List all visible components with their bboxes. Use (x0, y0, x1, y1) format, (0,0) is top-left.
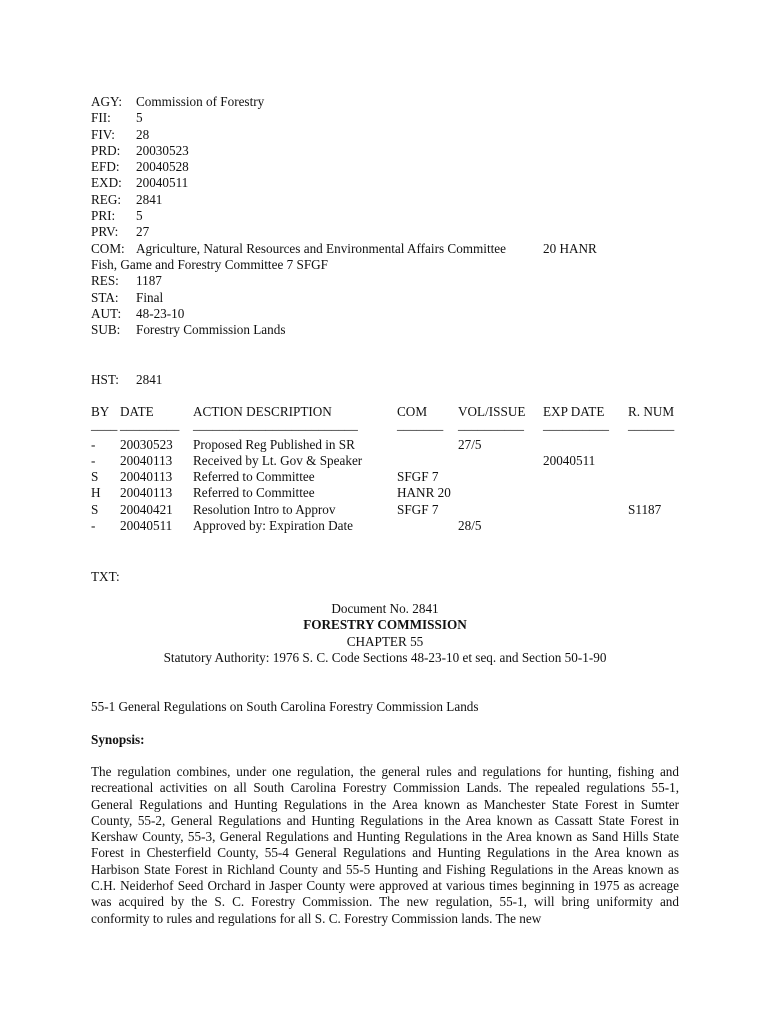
table-row: - 20030523 Proposed Reg Published in SR 27/5 (91, 436, 482, 452)
field-pri: PRI: 5 (91, 208, 143, 224)
history-table (91, 404, 691, 534)
col-header-vol: VOL/ISSUE (458, 404, 526, 419)
field-com-code: 20 HANR (543, 240, 597, 256)
col-header-by: BY (91, 404, 110, 419)
col-header-exp: EXP DATE (543, 404, 605, 419)
table-row: S 20040421 Resolution Intro to Approv SFGF 7 S1187 (91, 501, 662, 517)
field-res: RES: 1187 (91, 273, 162, 289)
col-header-action: ACTION DESCRIPTION (193, 404, 332, 419)
field-efd: EFD: 20040528 (91, 159, 189, 175)
field-prv: PRV: 27 (91, 224, 150, 240)
txt-label: TXT: (91, 569, 120, 584)
field-reg: REG: 2841 (91, 191, 163, 207)
agency-title: FORESTRY COMMISSION (303, 617, 467, 633)
field-agy: AGY: Commission of Forestry (91, 94, 265, 109)
synopsis-label: Synopsis: (91, 732, 145, 747)
table-row: S 20040113 Referred to Committee SFGF 7 (91, 469, 439, 485)
field-prd: PRD: 20030523 (91, 142, 189, 158)
chapter-title: CHAPTER 55 (346, 633, 424, 649)
field-sub: SUB: Forestry Commission Lands (91, 322, 286, 338)
field-exd: EXD: 20040511 (91, 175, 189, 191)
section-title: 55-1 General Regulations on South Carolina Forestry Commission Lands (91, 699, 479, 714)
table-row: - 20040511 Approved by: Expiration Date 28/5 (91, 518, 482, 534)
document-heading (0, 601, 770, 666)
field-fiv: FIV: 28 (91, 126, 150, 142)
field-com: COM: Agriculture, Natural Resources and Environmental Affairs Committee 20 HANR (91, 240, 597, 256)
table-row: H 20040113 Referred to Committee HANR 20 (91, 485, 451, 501)
field-com-continued: Fish, Game and Forestry Committee 7 SFGF (91, 256, 329, 272)
synopsis-paragraph: The regulation combines, under one regulation, the general rules and regulations for hunting, fishing and recreational activities on all South Carolina Forestry Commission Lands. The repealed regulations 55-1, General Regulations and Hunting Regulations in the Area known as Manchester State Forest in Sumter County, 55-2, General Regulations and Hunting Regulations in the Area known as Cassatt State Forest in Kershaw County, 55-3, General Regulations and Hunting Regulations in the Area known as Sand Hills State Forest in Chesterfield County, 55-4 General Regulations and Hunting Regulations in the Area known as Harbison State Forest in Richland County and 55-5 Hunting and Fishing Regulations in the Areas known as C.H. Neiderhof Seed Orchard in Jasper County were approved at various times beginning in 1975 as acreage was acquired by the S. C. Forestry Commission. The new regulation, 55-1, will bring uniformity and conformity to rules and regulations for all S. C. Forestry Commission lands. The new (91, 764, 679, 926)
col-header-com: COM (397, 404, 428, 419)
field-hst: HST: 2841 (91, 372, 163, 387)
col-header-date: DATE (120, 404, 154, 419)
header-fields (91, 94, 691, 338)
field-fii: FII: 5 (91, 110, 143, 126)
statutory-authority: Statutory Authority: 1976 S. C. Code Sections 48-23-10 et seq. and Section 50-1-90 (163, 649, 607, 665)
field-sta: STA: Final (91, 289, 164, 305)
table-row: - 20040113 Received by Lt. Gov & Speaker 20040511 (91, 452, 596, 468)
history-divider-row: ____ _________ _________________________ _______ __________ __________ _______ (91, 417, 675, 433)
col-header-rnum: R. NUM (628, 404, 675, 419)
document-number: Document No. 2841 (331, 601, 439, 616)
field-aut: AUT: 48-23-10 (91, 305, 185, 321)
